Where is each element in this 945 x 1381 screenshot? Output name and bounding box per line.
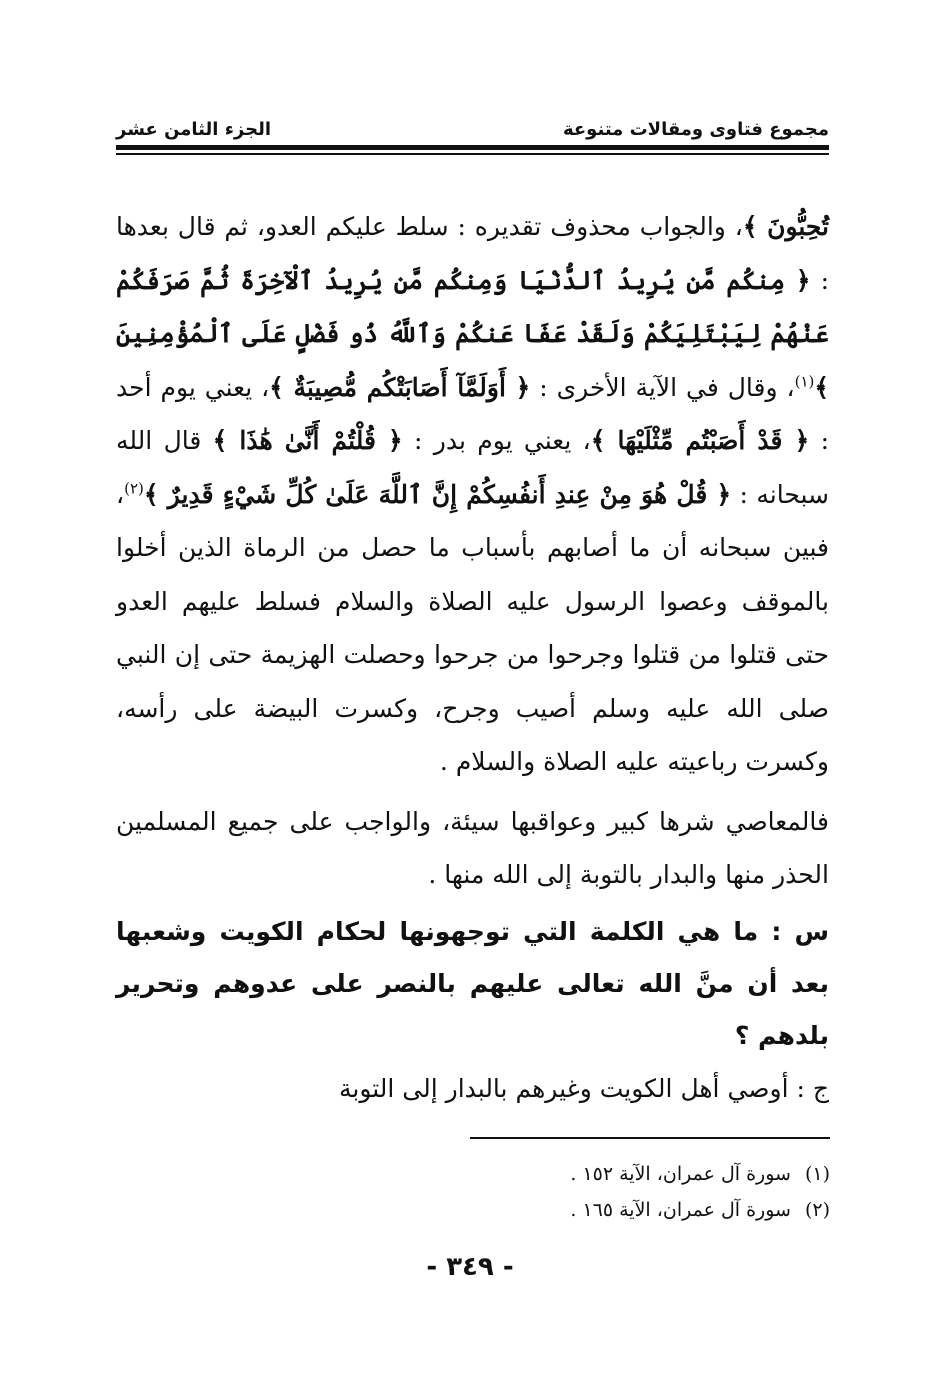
quran-verse: ﴿ قَدْ أَصَبْتُم مِّثْلَيْهَا ﴾ [590, 426, 810, 455]
footnote-text: سورة آل عمران، الآية ١٥٢ . [570, 1163, 791, 1185]
main-text [116, 200, 829, 1116]
text-run: ، يعني يوم بدر : [402, 426, 591, 455]
question: س : ما هي الكلمة التي توجهونها لحكام الكويت وشعبها بعد أن منَّ الله تعالى عليهم بالنصر على عدوهم وتحرير بلدهم ؟ [116, 916, 829, 1050]
footnote-text: سورة آل عمران، الآية ١٦٥ . [570, 1199, 791, 1221]
quran-verse: تُحِبُّونَ ﴾ [742, 212, 829, 241]
page-header [116, 114, 829, 144]
footnote-number: (٢) [804, 1199, 830, 1221]
volume-label: الجزء الثامن عشر [116, 118, 272, 140]
header-rule-thick [116, 145, 829, 150]
paragraph-2: فالمعاصي شرها كبير وعواقبها سيئة، والواجب على جميع المسلمين الحذر منها والبدار بالتوبة إلى الله منها . [116, 806, 829, 889]
footnote-ref-2: (٢) [124, 479, 144, 498]
paragraph-1 [116, 200, 829, 789]
text-run: قال الله سبحانه : [116, 426, 829, 509]
book-title: مجموع فتاوى ومقالات متنوعة [562, 118, 829, 140]
quran-verse: ﴿ قُلْتُمْ أَنَّىٰ هَٰذَا ﴾ [212, 426, 403, 455]
footnote-1 [470, 1156, 830, 1192]
page-number: - ٣٤٩ - [426, 1252, 514, 1282]
footnote-ref-1: (١) [794, 372, 815, 391]
footnotes [470, 1156, 830, 1228]
footnote-number: (١) [804, 1163, 830, 1185]
footnote-2 [470, 1192, 830, 1228]
text-run: ، والجواب محذوف تقديره : سلط عليكم العدو، ثم قال بعدها : [116, 212, 829, 295]
footnote-rule [470, 1137, 830, 1139]
text-run: ، يعني يوم أحد : [116, 372, 830, 455]
answer: ج : أوصي أهل الكويت وغيرهم بالبدار إلى التوبة [338, 1073, 829, 1103]
quran-verse: ﴿ أَوَلَمَّآ أَصَابَتْكُم مُّصِيبَةٌ ﴾ [269, 372, 531, 402]
text-run: ، وقال في الآية الأخرى : [530, 372, 795, 402]
quran-verse: ﴿ قُلْ هُوَ مِنْ عِندِ أَنفُسِكُمْ إِنَّ ٱللَّهَ عَلَىٰ كُلِّ شَيْءٍ قَدِيرٌ ﴾ [143, 479, 732, 509]
quran-verse: ﴿ مِنكُم مَّن يُرِيدُ ٱلدُّنْيَا وَمِنكُم مَّن يُرِيدُ ٱلْآخِرَةَ ثُمَّ صَرَفَكُمْ عَنْهُمْ لِيَبْتَلِيَكُمْ وَلَقَدْ عَفَا عَنكُمْ وَٱللَّهُ ذُو فَضْلٍ عَلَى ٱلْمُؤْمِنِينَ ﴾ [116, 265, 830, 402]
header-rule-thin [116, 153, 829, 155]
text-run: ، فبين سبحانه أن ما أصابهم بأسباب ما حصل من الرماة الذين أخلوا بالموقف وعصوا الرسول عليه الصلاة والسلام فسلط عليهم العدو حتى قتلوا من قتلوا وجرحوا من جرحوا وحصلت الهزيمة حتى إن النبي صلى الله عليه وسلم أصيب وجرح، وكسرت البيضة على رأسه، وكسرت رباعيته عليه الصلاة والسلام . [116, 479, 829, 776]
